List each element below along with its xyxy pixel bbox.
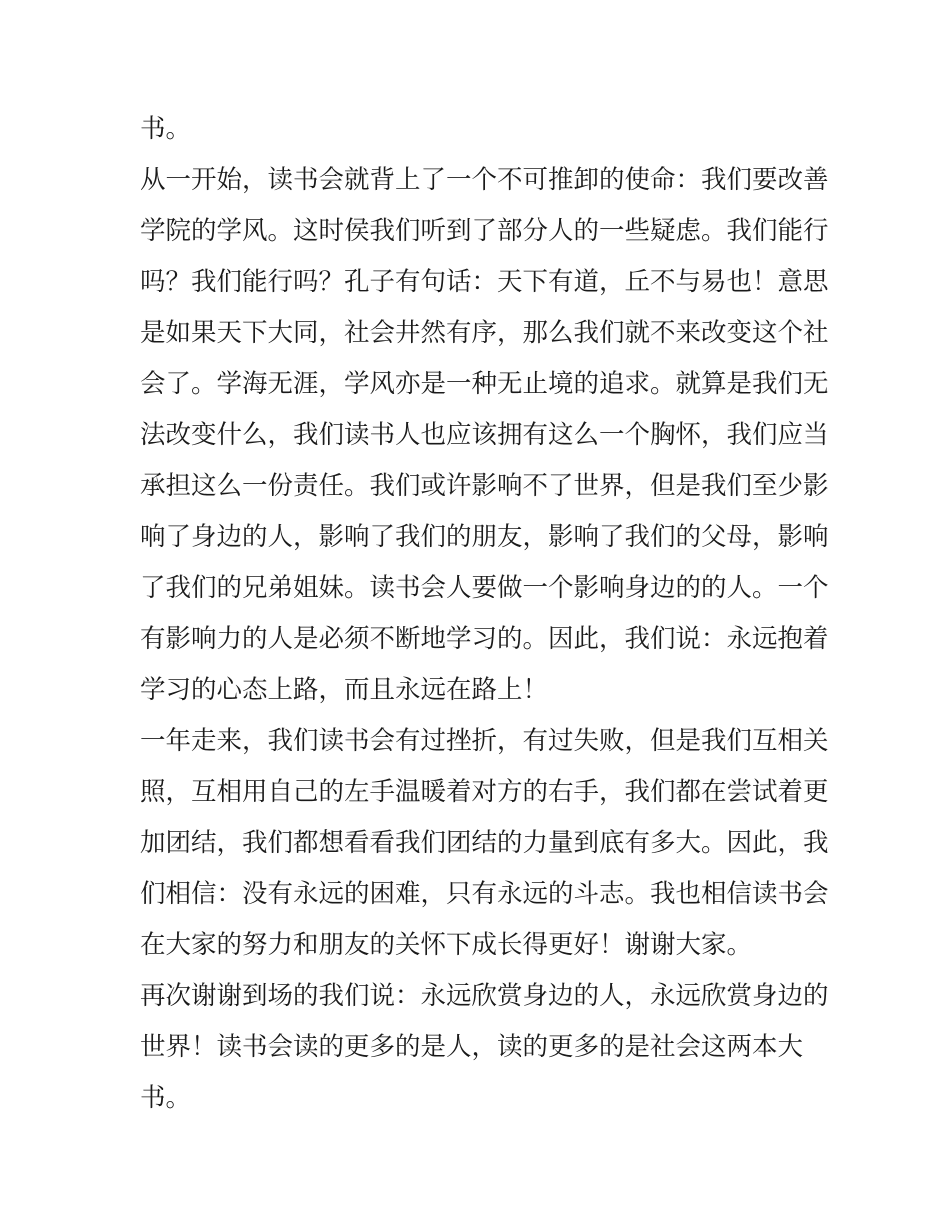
text-line: 了我们的兄弟姐妹。读书会人要做一个影响身边的的人。一个 [140, 573, 829, 603]
text-line: 书。 [140, 1083, 192, 1113]
text-line: 书。 [140, 114, 192, 144]
text-line: 有影响力的人是必须不断地学习的。因此，我们说：永远抱着 [140, 624, 829, 654]
text-line: 法改变什么，我们读书人也应该拥有这么一个胸怀，我们应当 [140, 420, 829, 450]
text-line: 响了身边的人，影响了我们的朋友，影响了我们的父母，影响 [140, 522, 829, 552]
text-line: 世界！读书会读的更多的是人，读的更多的是社会这两本大 [140, 1032, 804, 1062]
text-line: 再次谢谢到场的我们说：永远欣赏身边的人，永远欣赏身边的 [140, 981, 829, 1011]
text-line: 们相信：没有永远的困难，只有永远的斗志。我也相信读书会 [140, 879, 829, 909]
text-line: 学院的学风。这时侯我们听到了部分人的一些疑虑。我们能行 [140, 216, 829, 246]
text-line: 照，互相用自己的左手温暖着对方的右手，我们都在尝试着更 [140, 777, 829, 807]
text-line: 从一开始，读书会就背上了一个不可推卸的使命：我们要改善 [140, 165, 829, 195]
text-line: 在大家的努力和朋友的关怀下成长得更好！谢谢大家。 [140, 930, 753, 960]
text-line: 会了。学海无涯，学风亦是一种无止境的追求。就算是我们无 [140, 369, 829, 399]
text-line: 承担这么一份责任。我们或许影响不了世界，但是我们至少影 [140, 471, 829, 501]
body-text [140, 104, 829, 1124]
text-line: 一年走来，我们读书会有过挫折，有过失败，但是我们互相关 [140, 726, 829, 756]
text-line: 学习的心态上路，而且永远在路上！ [140, 675, 549, 705]
text-line: 是如果天下大同，社会井然有序，那么我们就不来改变这个社 [140, 318, 829, 348]
text-line: 加团结，我们都想看看我们团结的力量到底有多大。因此，我 [140, 828, 829, 858]
text-line: 吗？我们能行吗？孔子有句话：天下有道，丘不与易也！意思 [140, 267, 829, 297]
